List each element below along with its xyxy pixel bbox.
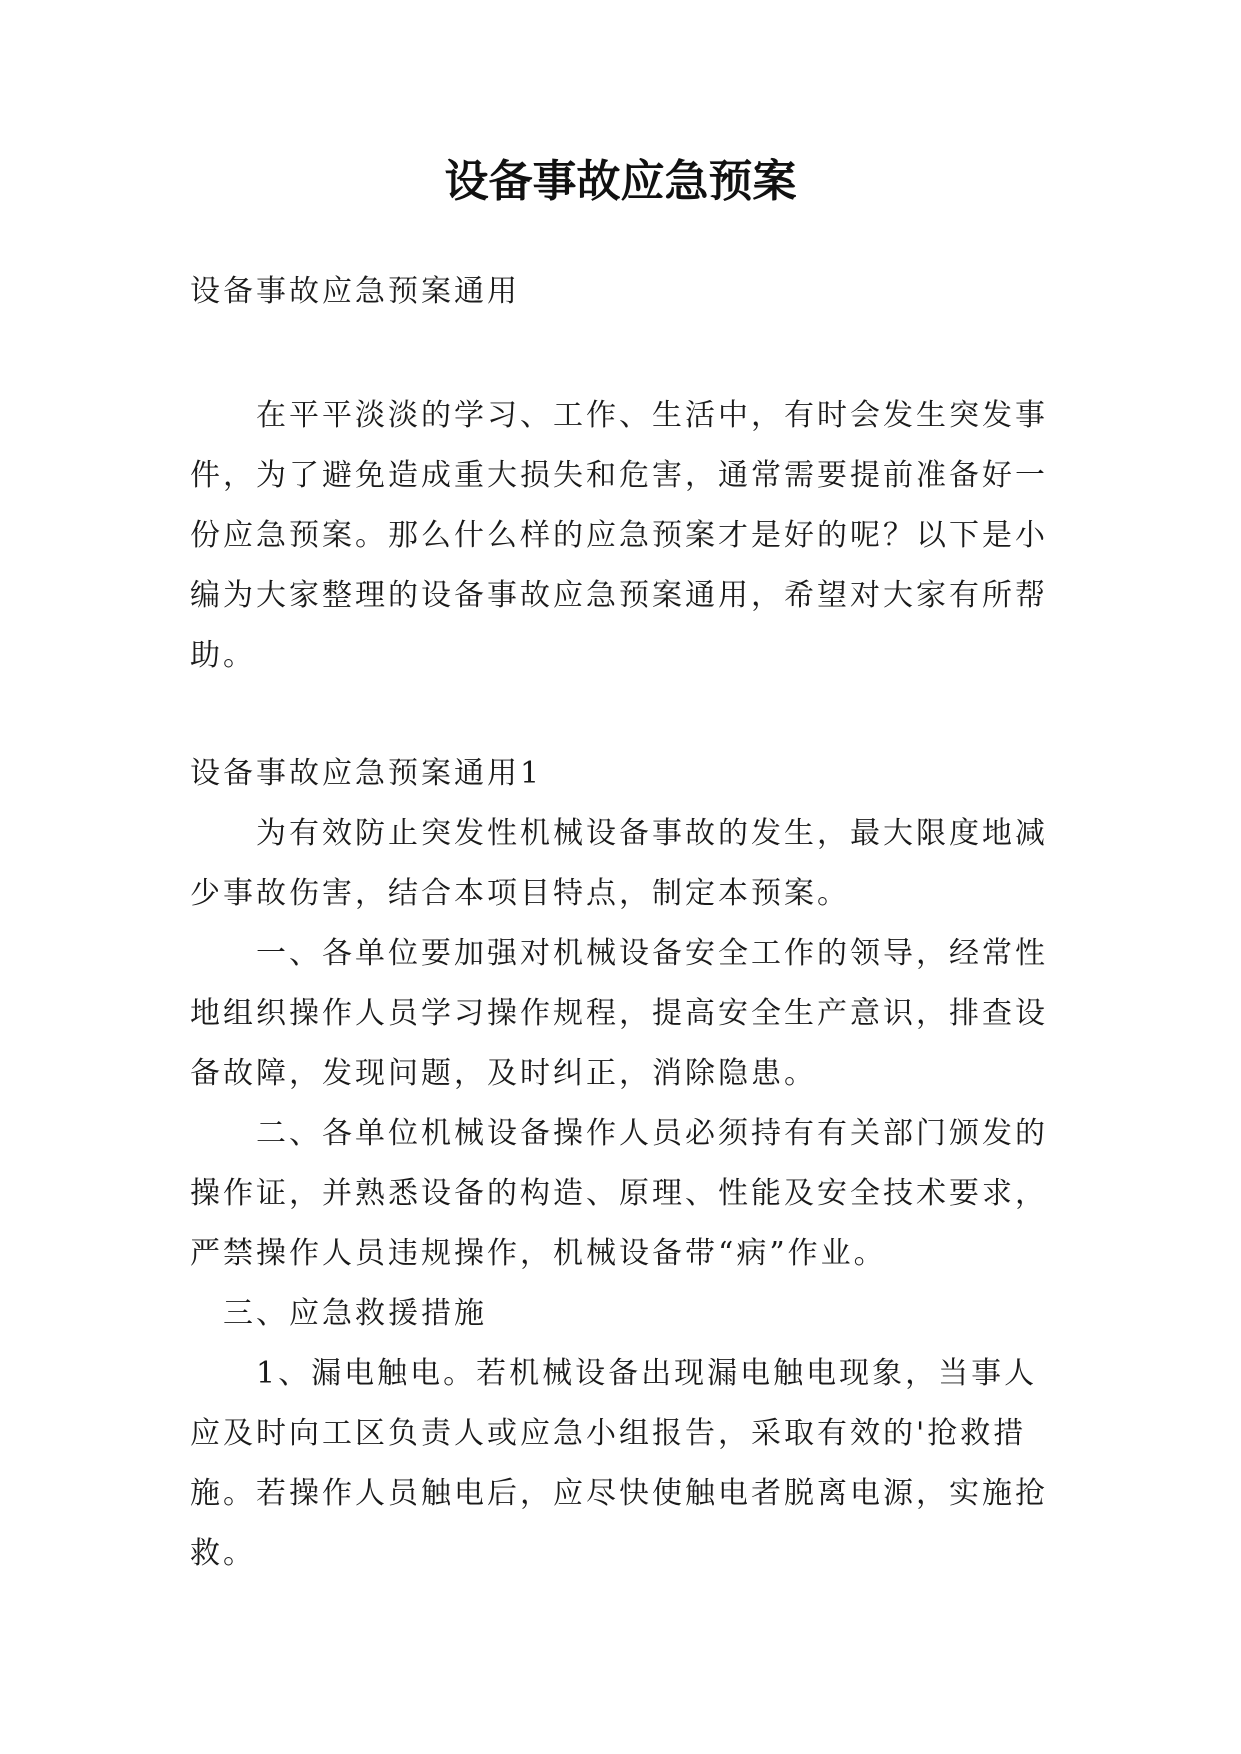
paragraph-item-3-heading: 三、应急救援措施 <box>223 1296 487 1331</box>
paragraph-item-2: 二、各单位机械设备操作人员必须持有有关部门颁发的操作证，并熟悉设备的构造、原理、性能及安全技术要求，严禁操作人员违规操作，机械设备带“病”作业。 <box>190 1116 1048 1271</box>
paragraph-item-1: 一、各单位要加强对机械设备安全工作的领导，经常性地组织操作人员学习操作规程，提高安全生产意识，排查设备故障，发现问题，及时纠正，消除隐患。 <box>190 936 1048 1091</box>
paragraph-purpose: 为有效防止突发性机械设备事故的发生，最大限度地减少事故伤害，结合本项目特点，制定本预案。 <box>190 816 1048 911</box>
spacer <box>190 322 1060 386</box>
document-title: 设备事故应急预案 <box>444 156 797 207</box>
document-subtitle: 设备事故应急预案通用 <box>190 274 520 309</box>
intro-paragraph: 在平平淡淡的学习、工作、生活中，有时会发生突发事件，为了避免造成重大损失和危害，通常需要提前准备好一份应急预案。那么什么样的应急预案才是好的呢？以下是小编为大家整理的设备事故应急预案通用，希望对大家有所帮助。 <box>190 398 1048 673</box>
spacer <box>190 686 1060 744</box>
section-heading: 设备事故应急预案通用1 <box>190 756 543 791</box>
paragraph-measure-1: 1、漏电触电。若机械设备出现漏电触电现象，当事人应及时向工区负责人或应急小组报告，采取有效的'抢救措施。若操作人员触电后，应尽快使触电者脱离电源，实施抢救。 <box>190 1356 1048 1571</box>
document-body <box>190 262 1060 1584</box>
